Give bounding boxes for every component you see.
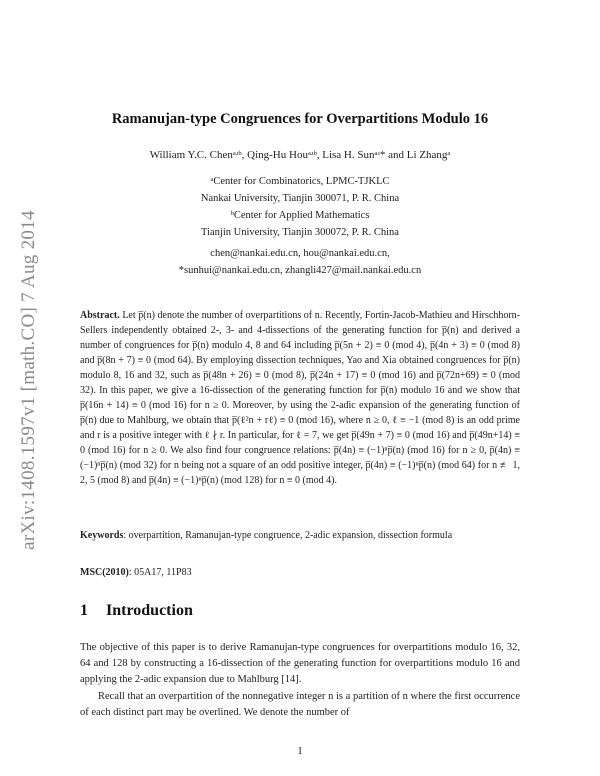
msc-classification <box>80 567 520 578</box>
affiliation-b-address: Tianjin University, Tianjin 300072, P. R. China <box>201 227 399 238</box>
keywords-label: Keywords <box>80 530 124 541</box>
msc-label: MSC(2010) <box>80 567 129 578</box>
keywords <box>80 528 520 543</box>
affiliation-b <box>0 207 600 241</box>
affiliation-a <box>0 173 600 207</box>
email-line-1: chen@nankai.edu.cn, hou@nankai.edu.cn, <box>210 248 390 259</box>
page-number: 1 <box>297 745 303 757</box>
affiliation-a-name: ᵃCenter for Combinatorics, LPMC-TJKLC <box>210 176 390 187</box>
email-line-2: *sunhui@nankai.edu.cn, zhangli427@mail.nankai.edu.cn <box>178 265 422 276</box>
section-number: 1 <box>80 602 88 619</box>
msc-text: : 05A17, 11P83 <box>128 567 192 578</box>
paper-title: Ramanujan-type Congruences for Overpartitions Modulo 16 <box>111 111 489 127</box>
intro-paragraph-1: The objective of this paper is to derive Ramanujan-type congruences for overpartitions modulo 16, 32, 64 and 128 by constructing a 16-dissection of the generating function for overpartitions modulo 16 and applying the 2-adic expansion due to Mahlburg [14]. <box>80 642 520 685</box>
author-emails <box>0 245 600 279</box>
intro-paragraph-2: Recall that an overpartition of the nonnegative integer n is a partition of n where the first occurrence of each distinct part may be overlined. We denote the number of <box>80 691 520 718</box>
abstract <box>80 308 520 488</box>
affiliation-a-address: Nankai University, Tianjin 300071, P. R. China <box>200 193 400 204</box>
section-title: Introduction <box>106 602 193 619</box>
abstract-text: Let p̅(n) denote the number of overpartitions of n. Recently, Fortin-Jacob-Mathieu and Hirschhorn-Sellers independently obtained 2-, 3- and 4-dissections of the generating function for p̅(n) and derived a number of congruences for p̅(n) modulo 4, 8 and 64 including p̅(5n + 2) ≡ 0 (mod 4), p̅(4n + 3) ≡ 0 (mod 8) and p̅(8n + 7) ≡ 0 (mod 64). By employing dissection techniques, Yao and Xia obtained congruences for p̅(n) modulo 8, 16 and 32, such as p̅(48n + 26) ≡ 0 (mod 8), p̅(24n + 17) ≡ 0 (mod 16) and p̅(72n+69) ≡ 0 (mod 32). In this paper, we give a 16-dissection of the generating function for p̅(n) modulo 16 and we show that p̅(16n + 14) ≡ 0 (mod 16) for n ≥ 0. Moreover, by using the 2-adic expansion of the generating function of p̅(n) due to Mahlburg, we obtain that p̅(ℓ²n + rℓ) ≡ 0 (mod 16), where n ≥ 0, ℓ ≡ −1 (mod 8) is an odd prime and r is a positive integer with ℓ ∤ r. In particular, for ℓ = 7, we get p̅(49n + 7) ≡ 0 (mod 16) and p̅(49n+14) ≡ 0 (mod 16) for n ≥ 0. We also find four congruence relations: p̅(4n) ≡ (−1)ⁿp̅(n) (mod 16) for n ≥ 0, p̅(4n) ≡ (−1)ⁿp̅(n) (mod 32) for n being not a square of an odd positive integer, p̅(4n) ≡ (−1)ⁿp̅(n) (mod 64) for n ≢ 1, 2, 5 (mod 8) and p̅(4n) ≡ (−1)ⁿp̅(n) (mod 128) for n ≡ 0 (mod 4). <box>80 310 520 486</box>
affiliation-b-name: ᵇCenter for Applied Mathematics <box>230 210 370 221</box>
section-heading <box>80 602 193 620</box>
arxiv-id: arXiv:1408.1597v1 [math.CO] 7 Aug 2014 <box>18 210 39 550</box>
author-list: William Y.C. Chenᵃʴᵇ, Qing-Hu Houᵃʴᵇ, Lisa H. Sunᵃʴ* and Li Zhangᵃ <box>149 149 451 161</box>
keywords-text: : overpartition, Ramanujan-type congruence, 2-adic expansion, dissection formula <box>123 530 453 541</box>
abstract-label: Abstract. <box>80 310 120 321</box>
